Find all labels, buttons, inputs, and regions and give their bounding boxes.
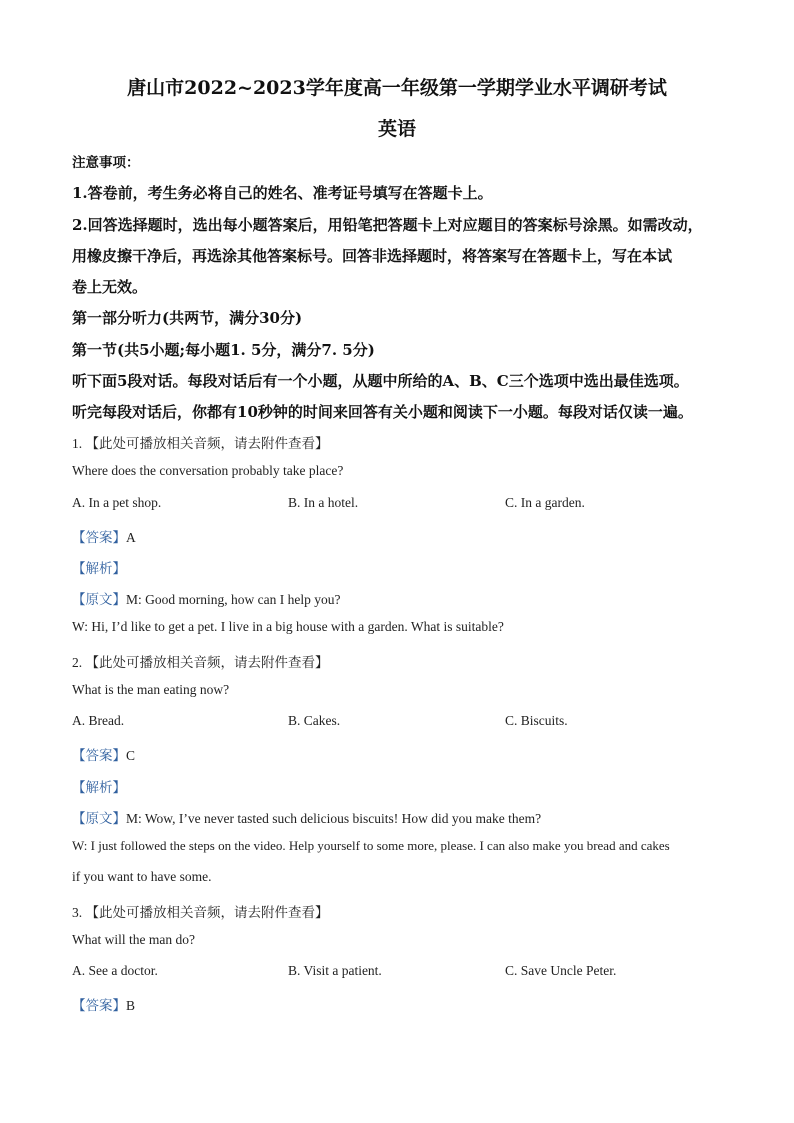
question-1-transcript-1	[72, 588, 340, 608]
question-1-transcript-2: W: Hi, I’d like to get a pet. I live in a big house with a garden. What is suitable?	[72, 619, 504, 634]
transcript-tag: 【原文】	[72, 811, 126, 826]
question-number: 2.	[72, 655, 83, 670]
question-1-analysis	[72, 557, 126, 577]
question-1-option-c: C. In a garden.	[505, 495, 585, 510]
question-1-stem: Where does the conversation probably take place?	[72, 463, 344, 478]
question-2-audio	[72, 651, 329, 671]
question-3-option-a: A. See a doctor.	[72, 963, 158, 978]
question-2-answer	[72, 744, 135, 764]
transcript-tag: 【原文】	[72, 592, 126, 607]
audio-note[interactable]: 【此处可播放相关音频，请去附件查看】	[85, 655, 329, 670]
question-2-transcript-3: if you want to have some.	[72, 869, 212, 884]
question-1-answer	[72, 526, 136, 546]
answer-tag: 【答案】	[72, 998, 126, 1013]
question-2-option-b: B. Cakes.	[288, 713, 341, 728]
page-subtitle: 英语	[377, 118, 416, 140]
question-2-option-a: A. Bread.	[72, 713, 125, 728]
part1-heading: 第一部分听力(共两节，满分30分)	[72, 309, 303, 327]
notice-1: 1.答卷前，考生务必将自己的姓名、准考证号填写在答题卡上。	[72, 184, 493, 202]
question-3-option-c: C. Save Uncle Peter.	[505, 963, 617, 978]
question-1-option-b: B. In a hotel.	[288, 495, 359, 510]
question-number: 3.	[72, 905, 83, 920]
question-2-transcript-1	[72, 807, 541, 827]
transcript-text: M: Wow, I’ve never tasted such delicious biscuits! How did you make them?	[126, 811, 542, 826]
question-3-option-b: B. Visit a patient.	[288, 963, 382, 978]
question-3-stem: What will the man do?	[72, 932, 195, 947]
audio-note[interactable]: 【此处可播放相关音频，请去附件查看】	[85, 436, 329, 451]
question-1-option-a: A. In a pet shop.	[72, 495, 162, 510]
question-3-audio	[72, 901, 329, 921]
notice-2-line-2: 用橡皮擦干净后，再选涂其他答案标号。回答非选择题时，将答案写在答题卡上，写在本试	[72, 247, 673, 265]
instructions-line-2: 听完每段对话后，你都有10秒钟的时间来回答有关小题和阅读下一小题。每段对话仅读一遍。	[72, 403, 693, 421]
answer-value: A	[126, 530, 136, 545]
notice-2-line-3: 卷上无效。	[72, 278, 148, 296]
question-2-option-c: C. Biscuits.	[505, 713, 568, 728]
section1-heading: 第一节(共5小题;每小题1. 5分，满分7. 5分)	[72, 341, 375, 359]
answer-value: B	[126, 998, 136, 1013]
question-2-analysis	[72, 776, 126, 796]
question-1-audio	[72, 432, 329, 452]
answer-tag: 【答案】	[72, 748, 126, 763]
instructions-line-1: 听下面5段对话。每段对话后有一个小题，从题中所给的A、B、C三个选项中选出最佳选项。	[72, 372, 689, 390]
notice-2-line-1: 2.回答选择题时，选出每小题答案后，用铅笔把答题卡上对应题目的答案标号涂黑。如需改动，	[72, 216, 703, 234]
transcript-text: M: Good morning, how can I help you?	[126, 592, 341, 607]
answer-value: C	[126, 748, 136, 763]
page-title: 唐山市2022~2023学年度高一年级第一学期学业水平调研考试	[127, 77, 667, 99]
question-2-stem: What is the man eating now?	[72, 682, 230, 697]
question-3-answer	[72, 994, 135, 1014]
answer-tag: 【答案】	[72, 530, 126, 545]
question-number: 1.	[72, 436, 83, 451]
analysis-tag: 【解析】	[72, 561, 126, 576]
notice-heading: 注意事项：	[72, 155, 140, 171]
audio-note[interactable]: 【此处可播放相关音频，请去附件查看】	[85, 905, 329, 920]
analysis-tag: 【解析】	[72, 780, 126, 795]
question-2-transcript-2: W: I just followed the steps on the video. Help yourself to some more, please. I can also make you bread and cakes	[72, 838, 670, 853]
